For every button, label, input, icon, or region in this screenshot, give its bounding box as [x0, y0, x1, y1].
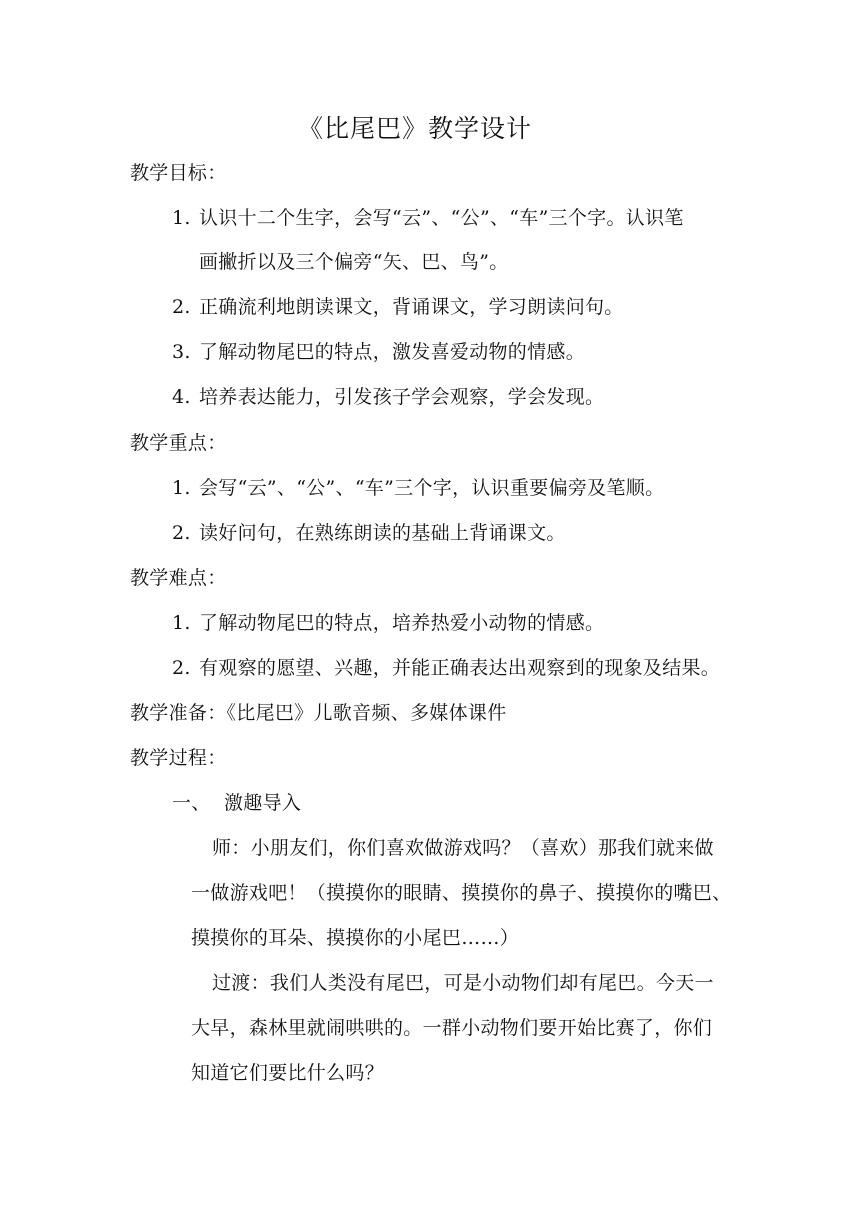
list-number: 3.	[172, 341, 191, 363]
key-points-heading: 教学重点：	[130, 432, 227, 454]
section-number: 一、	[172, 792, 211, 814]
list-item-text: 正确流利地朗读课文，背诵课文，学习朗读问句。	[199, 296, 624, 318]
paragraph-1-line-2: 一做游戏吧！（摸摸你的眼睛、摸摸你的鼻子、摸摸你的嘴巴、	[191, 882, 732, 904]
list-item-text: 培养表达能力，引发孩子学会观察，学会发现。	[199, 386, 605, 408]
difficulty-item-2	[172, 656, 720, 680]
paragraph-2-line-3: 知道它们要比什么吗？	[191, 1062, 385, 1084]
process-heading: 教学过程：	[130, 747, 227, 769]
paragraph-1-line-1: 师：小朋友们，你们喜欢做游戏吗？（喜欢）那我们就来做	[212, 837, 714, 859]
objectives-heading: 教学目标：	[130, 162, 227, 184]
list-number: 2.	[172, 522, 191, 544]
preparation-line: 教学准备：《比尾巴》儿歌音频、多媒体课件	[130, 702, 507, 724]
list-number: 1.	[172, 477, 191, 499]
objective-item-2	[172, 295, 624, 319]
list-item-text: 读好问句，在熟练朗读的基础上背诵课文。	[199, 522, 566, 544]
paragraph-2-line-1: 过渡：我们人类没有尾巴，可是小动物们却有尾巴。今天一	[212, 972, 714, 994]
paragraph-1-line-3: 摸摸你的耳朵、摸摸你的小尾巴……）	[191, 927, 520, 949]
section-heading	[172, 791, 301, 815]
objective-item-3	[172, 340, 585, 364]
list-item-text: 会写“云”、“公”、“车”三个字，认识重要偏旁及笔顺。	[199, 477, 665, 499]
key-point-item-1	[172, 476, 664, 500]
objective-item-1-continuation: 画撇折以及三个偏旁“矢、巴、鸟”。	[199, 251, 509, 273]
section-title: 激趣导入	[224, 792, 302, 814]
paragraph-2-line-2: 大早，森林里就闹哄哄的。一群小动物们要开始比赛了，你们	[191, 1017, 713, 1039]
difficulty-item-1	[172, 611, 604, 635]
list-number: 4.	[172, 386, 191, 408]
objective-item-4	[172, 385, 604, 409]
objective-item-1	[172, 206, 684, 230]
difficulties-heading: 教学难点：	[130, 567, 227, 589]
list-number: 1.	[172, 612, 191, 634]
list-item-text: 了解动物尾巴的特点，培养热爱小动物的情感。	[199, 612, 605, 634]
list-item-text: 了解动物尾巴的特点，激发喜爱动物的情感。	[199, 341, 586, 363]
list-item-text: 有观察的愿望、兴趣，并能正确表达出观察到的现象及结果。	[199, 657, 721, 679]
key-point-item-2	[172, 521, 566, 545]
list-number: 1.	[172, 207, 191, 229]
document-title: 《比尾巴》教学设计	[298, 114, 533, 143]
list-number: 2.	[172, 296, 191, 318]
list-number: 2.	[172, 657, 191, 679]
list-item-text: 认识十二个生字，会写“云”、“公”、“车”三个字。认识笔	[199, 207, 684, 229]
